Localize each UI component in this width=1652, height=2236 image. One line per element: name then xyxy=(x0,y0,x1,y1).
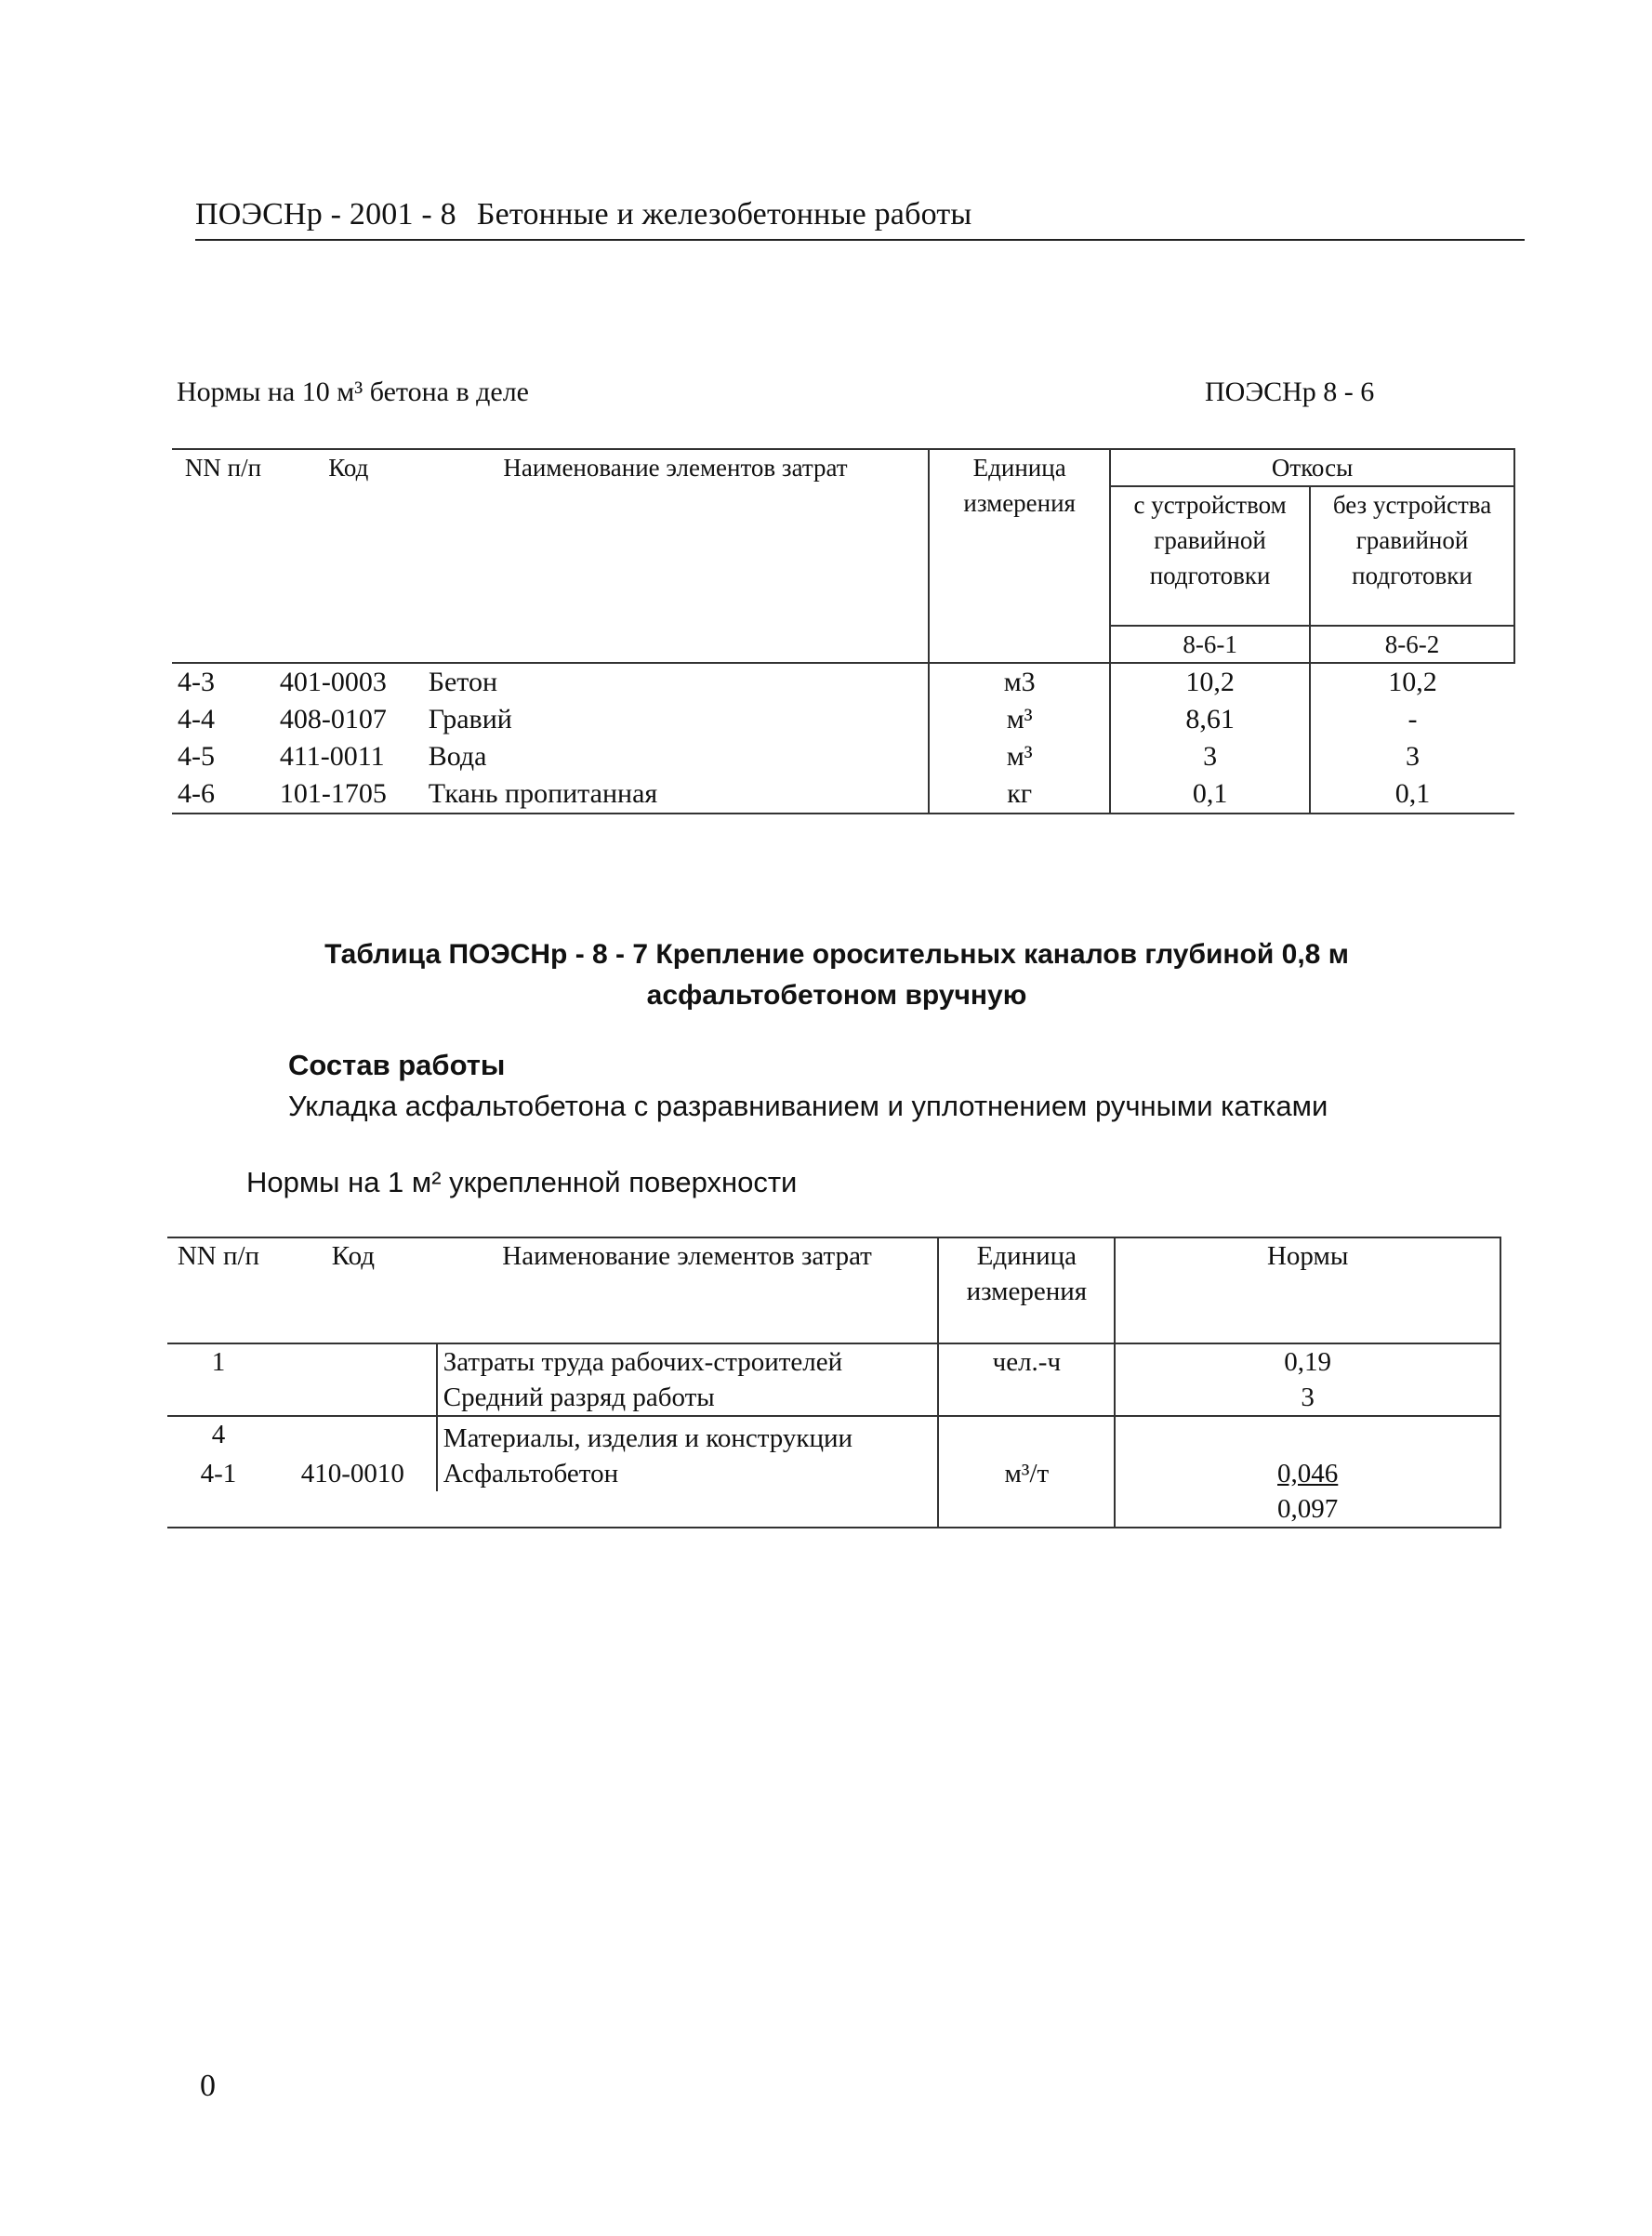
value-volume: 0,046 xyxy=(1277,1459,1339,1488)
row-name: Асфальтобетон xyxy=(437,1456,939,1491)
row-value-2: - xyxy=(1310,701,1514,738)
row-unit: м³/т xyxy=(938,1456,1115,1491)
table1-code: ПОЭСНр 8 - 6 xyxy=(1205,377,1375,407)
page-number: 0 xyxy=(200,2069,216,2103)
group-header: Откосы xyxy=(1110,449,1514,486)
table-row xyxy=(167,1343,1500,1380)
header-code: ПОЭСНр - 2001 - 8 xyxy=(195,197,456,232)
table-row xyxy=(172,663,1514,701)
row-number: 4 xyxy=(167,1416,270,1456)
row-value-1: 0,1 xyxy=(1110,775,1310,814)
row-number: 4-4 xyxy=(178,704,215,734)
row-unit: кг xyxy=(929,775,1110,814)
table2-title-cont: асфальтобетоном вручную xyxy=(646,980,1027,1011)
row-name: Средний разряд работы xyxy=(437,1380,939,1416)
subcol-1-header: с устройством гравийной подготовки xyxy=(1110,486,1310,626)
norms-table-8-7 xyxy=(167,1237,1501,1528)
row-unit: чел.-ч xyxy=(938,1343,1115,1380)
row-value: 3 xyxy=(1115,1380,1500,1416)
subcol-1-code: 8-6-1 xyxy=(1110,626,1310,663)
row-number: 1 xyxy=(167,1343,270,1380)
work-composition-title: Состав работы xyxy=(288,1049,506,1081)
row-value-2: 10,2 xyxy=(1310,663,1514,701)
row-value: 0,19 xyxy=(1115,1343,1500,1380)
col-number-header: NN п/п xyxy=(167,1237,270,1343)
row-unit: м³ xyxy=(929,738,1110,775)
work-composition-text: Укладка асфальтобетона с разравниванием и уплотнением ручными катками xyxy=(288,1090,1328,1122)
row-name: Бетон xyxy=(423,663,929,701)
col-unit-header: Единица измерения xyxy=(929,449,1110,663)
row-name: Затраты труда рабочих-строителей xyxy=(437,1343,939,1380)
row-code: 101-1705 xyxy=(274,775,423,814)
col-unit-header: Единица измерения xyxy=(938,1237,1115,1343)
row-number: 4-5 xyxy=(178,741,215,772)
header-title: Бетонные и железобетонные работы xyxy=(476,197,972,232)
row-code: 410-0010 xyxy=(300,1459,404,1488)
table-row xyxy=(172,738,1514,775)
row-name: Ткань пропитанная xyxy=(423,775,929,814)
row-code: 408-0107 xyxy=(279,704,387,734)
norms-table-8-6 xyxy=(172,448,1515,814)
row-number: 4-1 xyxy=(200,1459,237,1488)
row-value-2: 3 xyxy=(1310,738,1514,775)
col-norms-header: Нормы xyxy=(1115,1237,1500,1343)
table2-caption: Нормы на 1 м² укрепленной поверхности xyxy=(246,1166,798,1198)
value-mass: 0,097 xyxy=(1115,1491,1500,1528)
table-row xyxy=(167,1416,1500,1456)
row-code: 401-0003 xyxy=(274,663,423,701)
row-unit: м³ xyxy=(929,701,1110,738)
row-value-1: 3 xyxy=(1110,738,1310,775)
row-value-2: 0,1 xyxy=(1310,775,1514,814)
table2-title: Таблица ПОЭСНр - 8 - 7 Крепление оросительных каналов глубиной 0,8 м xyxy=(324,939,1349,970)
row-unit: м3 xyxy=(929,663,1110,701)
row-value-1: 10,2 xyxy=(1110,663,1310,701)
subcol-2-code: 8-6-2 xyxy=(1310,626,1514,663)
row-name: Вода xyxy=(428,741,487,772)
table-row xyxy=(167,1380,1500,1416)
table-row xyxy=(167,1456,1500,1491)
table-row xyxy=(172,775,1514,814)
page-header xyxy=(195,191,1525,241)
table-row xyxy=(172,701,1514,738)
col-code-header: Код xyxy=(270,1237,437,1343)
row-name: Материалы, изделия и конструкции xyxy=(437,1416,939,1456)
row-number: 4-3 xyxy=(172,663,274,701)
col-code-header: Код xyxy=(274,449,423,663)
row-code: 411-0011 xyxy=(279,741,385,772)
col-number-header: NN п/п xyxy=(172,449,274,663)
row-value-1: 8,61 xyxy=(1110,701,1310,738)
row-value xyxy=(1115,1456,1500,1491)
row-number: 4-6 xyxy=(172,775,274,814)
col-name-header: Наименование элементов затрат xyxy=(437,1237,939,1343)
row-name: Гравий xyxy=(428,704,512,734)
col-name-header: Наименование элементов затрат xyxy=(423,449,929,663)
subcol-2-header: без устройства гравийной подготовки xyxy=(1310,486,1514,626)
table1-caption: Нормы на 10 м³ бетона в деле xyxy=(177,377,529,407)
